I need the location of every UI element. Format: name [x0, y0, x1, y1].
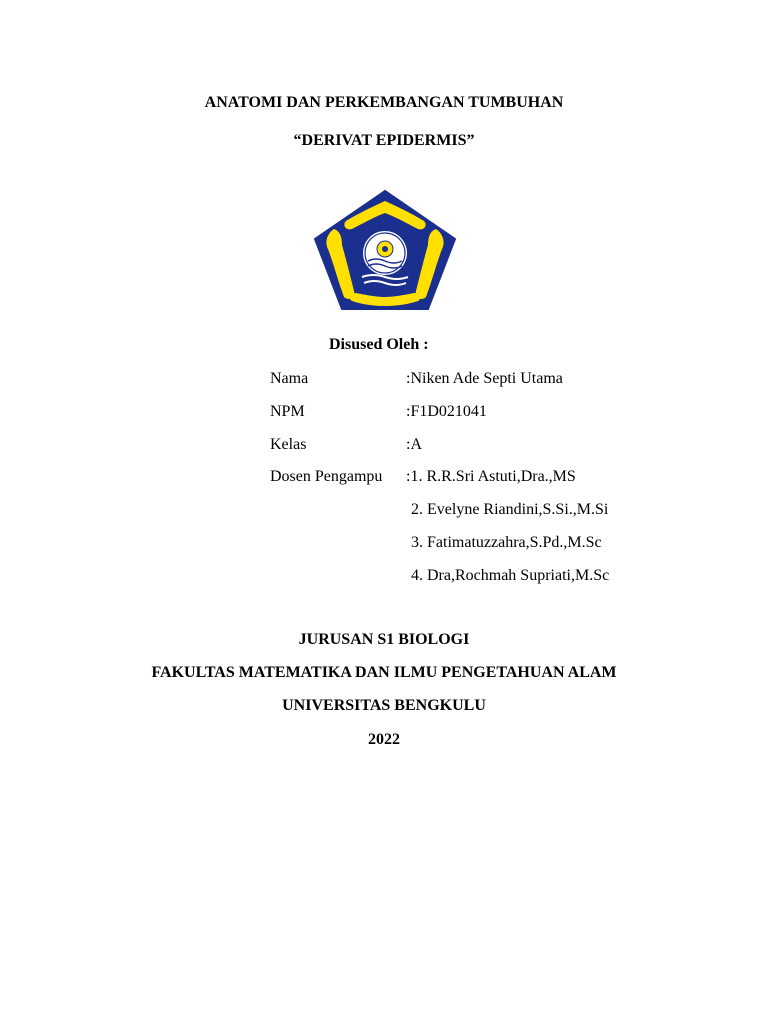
info-label: Dosen Pengampu	[270, 468, 383, 485]
lecturer-name: 4. Dra,Rochmah Supriati,M.Sc	[411, 567, 610, 584]
university-emblem-icon	[312, 187, 458, 313]
author-section-heading: Disused Oleh :	[329, 336, 429, 353]
info-value: :A	[406, 436, 422, 453]
faculty-name: FAKULTAS MATEMATIKA DAN ILMU PENGETAHUAN ALAM	[151, 664, 617, 681]
info-label: Kelas	[270, 436, 307, 453]
document-title: ANATOMI DAN PERKEMBANGAN TUMBUHAN	[204, 94, 564, 111]
lecturer-name: 3. Fatimatuzzahra,S.Pd.,M.Sc	[411, 534, 602, 551]
university-name: UNIVERSITAS BENGKULU	[282, 697, 486, 714]
info-value: :1. R.R.Sri Astuti,Dra.,MS	[406, 468, 576, 485]
info-label: NPM	[270, 403, 305, 420]
department-name: JURUSAN S1 BIOLOGI	[298, 631, 470, 648]
document-subtitle: “DERIVAT EPIDERMIS”	[293, 132, 475, 149]
info-value: :Niken Ade Septi Utama	[406, 370, 563, 387]
lecturer-name: 2. Evelyne Riandini,S.Si.,M.Si	[411, 501, 609, 518]
info-label: Nama	[270, 370, 309, 387]
info-value: :F1D021041	[406, 403, 487, 420]
document-year: 2022	[368, 731, 400, 748]
